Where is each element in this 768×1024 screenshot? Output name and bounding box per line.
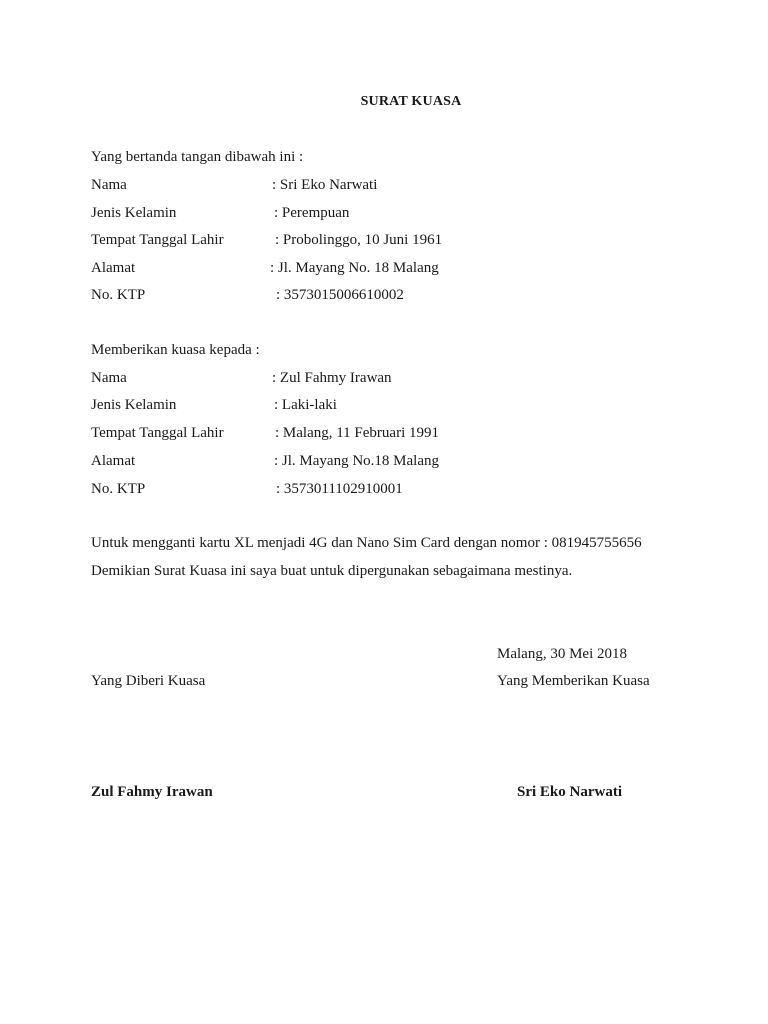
grantor-address-value: : Jl. Mayang No. 18 Malang bbox=[270, 260, 439, 276]
grantee-intro: Memberikan kuasa kepada : bbox=[91, 342, 260, 358]
grantor-name-label: Nama bbox=[91, 177, 127, 193]
grantee-address-value: : Jl. Mayang No.18 Malang bbox=[274, 453, 439, 469]
grantor-address-label: Alamat bbox=[91, 260, 136, 276]
grantor-birth-value: : Probolinggo, 10 Juni 1961 bbox=[275, 232, 443, 248]
grantee-name-value: : Zul Fahmy Irawan bbox=[272, 370, 392, 386]
grantee-ktp-label: No. KTP bbox=[91, 481, 146, 497]
grantor-signature-name: Sri Eko Narwati bbox=[517, 784, 622, 800]
grantee-birth-value: : Malang, 11 Februari 1991 bbox=[275, 425, 439, 441]
place-date: Malang, 30 Mei 2018 bbox=[497, 646, 627, 662]
letter-title: SURAT KUASA bbox=[360, 94, 462, 109]
grantor-ktp-value: : 3573015006610002 bbox=[276, 287, 404, 303]
grantee-birth-label: Tempat Tanggal Lahir bbox=[91, 425, 224, 441]
grantor-name-value: : Sri Eko Narwati bbox=[272, 177, 378, 193]
grantee-signature-name: Zul Fahmy Irawan bbox=[91, 784, 213, 800]
purpose-paragraph: Untuk mengganti kartu XL menjadi 4G dan Nano Sim Card dengan nomor : 081945755656 bbox=[91, 535, 642, 551]
grantor-gender-value: : Perempuan bbox=[274, 205, 350, 221]
grantor-role: Yang Memberikan Kuasa bbox=[497, 673, 650, 689]
closing-paragraph: Demikian Surat Kuasa ini saya buat untuk dipergunakan sebagaimana mestinya. bbox=[91, 563, 573, 579]
grantor-gender-label: Jenis Kelamin bbox=[91, 205, 177, 221]
grantee-name-label: Nama bbox=[91, 370, 127, 386]
grantee-address-label: Alamat bbox=[91, 453, 136, 469]
grantor-intro: Yang bertanda tangan dibawah ini : bbox=[91, 149, 304, 165]
grantee-role: Yang Diberi Kuasa bbox=[91, 673, 206, 689]
grantee-gender-label: Jenis Kelamin bbox=[91, 397, 177, 413]
grantee-gender-value: : Laki-laki bbox=[274, 397, 337, 413]
grantor-ktp-label: No. KTP bbox=[91, 287, 146, 303]
grantor-birth-label: Tempat Tanggal Lahir bbox=[91, 232, 224, 248]
grantee-ktp-value: : 3573011102910001 bbox=[276, 481, 403, 497]
